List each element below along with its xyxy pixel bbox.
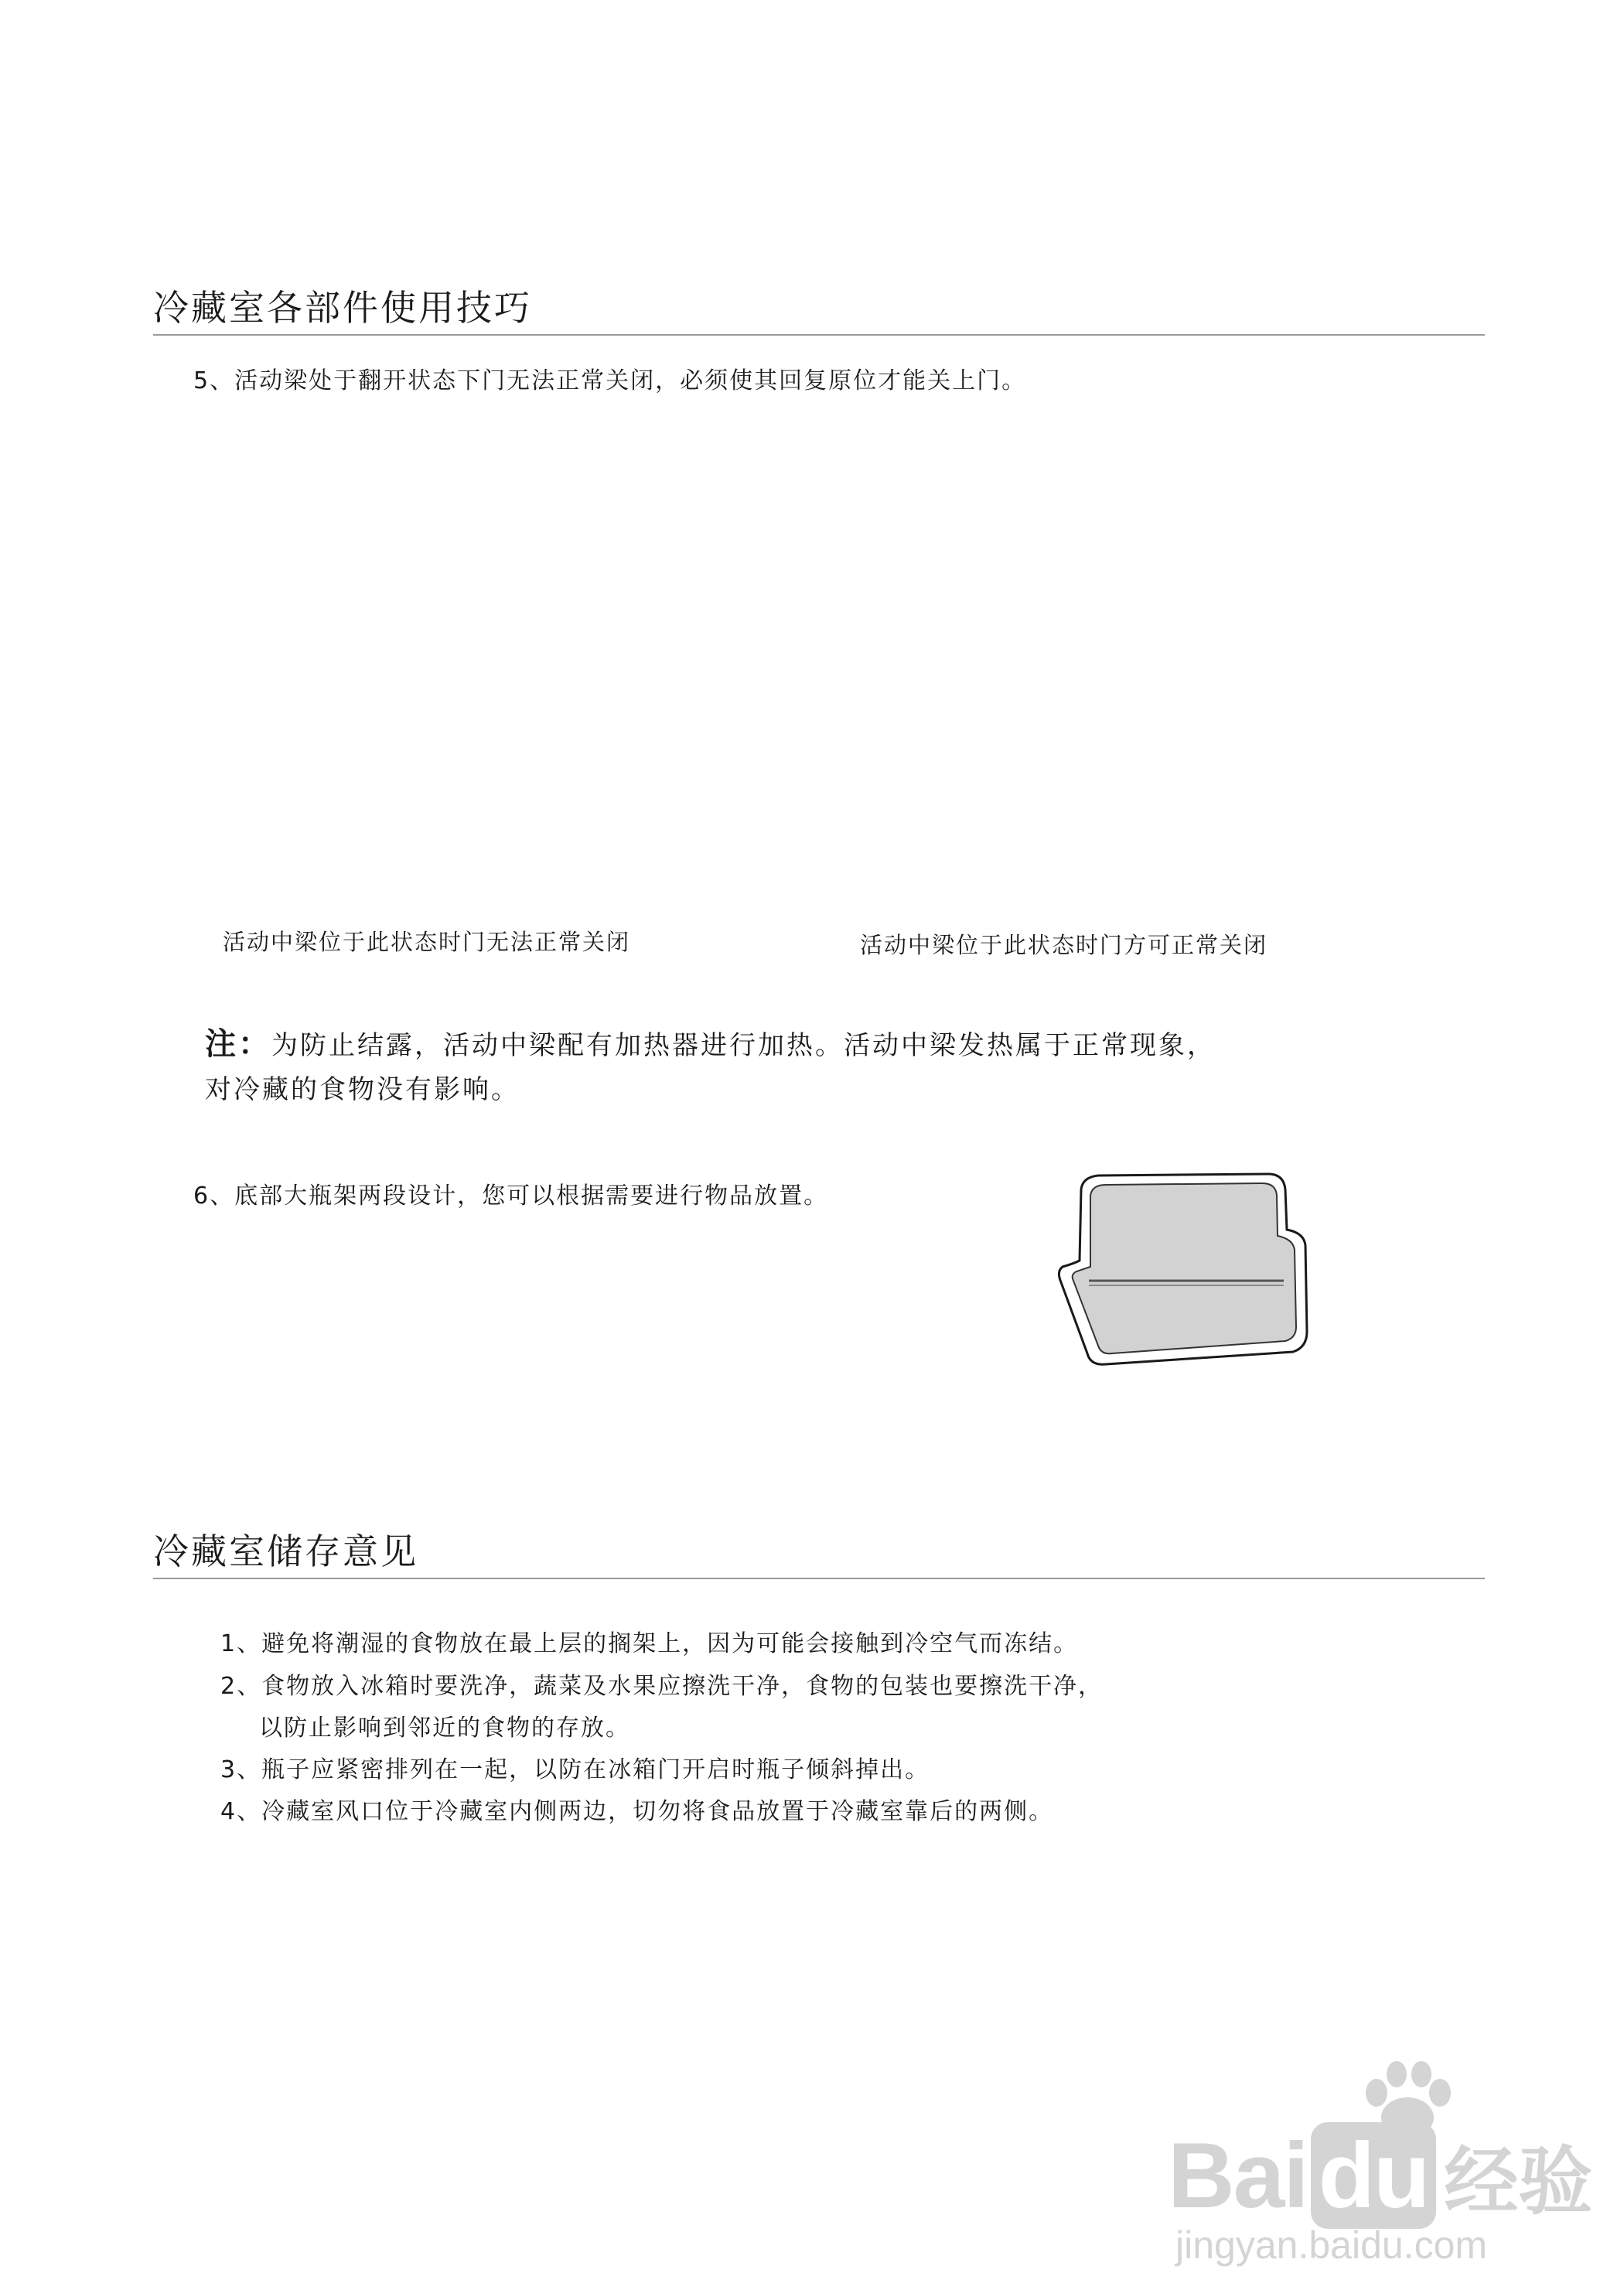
watermark-brand-du: du bbox=[1311, 2122, 1437, 2229]
section-title-storage-advice: 冷藏室储存意见 bbox=[153, 1531, 418, 1572]
section-title-usage-tips: 冷藏室各部件使用技巧 bbox=[153, 287, 532, 329]
storage-item-1: 1、避免将潮湿的食物放在最上层的搁架上，因为可能会接触到冷空气而冻结。 bbox=[220, 1630, 1079, 1657]
note-text-2: 对冷藏的食物没有影响。 bbox=[205, 1074, 520, 1105]
shelf-interior bbox=[1073, 1183, 1296, 1353]
caption-right: 活动中梁位于此状态时门方可正常关闭 bbox=[860, 932, 1268, 958]
watermark-brand: Bai bbox=[1168, 2124, 1308, 2227]
watermark-logo bbox=[1168, 2122, 1592, 2229]
note-line-1 bbox=[205, 1019, 1216, 1069]
note-label: 注： bbox=[205, 1026, 271, 1062]
caption-left: 活动中梁位于此状态时门无法正常关闭 bbox=[223, 929, 631, 955]
watermark-url: jingyan.baidu.com bbox=[1175, 2223, 1488, 2267]
storage-item-2: 2、食物放入冰箱时要洗净，蔬菜及水果应擦洗干净，食物的包装也要擦洗干净， bbox=[220, 1673, 1104, 1700]
instruction-item-6: 6、底部大瓶架两段设计，您可以根据需要进行物品放置。 bbox=[193, 1182, 829, 1210]
note-text-1: 为防止结露，活动中梁配有加热器进行加热。活动中梁发热属于正常现象， bbox=[271, 1030, 1216, 1061]
bottle-shelf-illustration bbox=[1052, 1168, 1322, 1377]
watermark-cn: 经验 bbox=[1444, 2138, 1593, 2225]
section-divider bbox=[153, 334, 1485, 336]
storage-item-2-cont: 以防止影响到邻近的食物的存放。 bbox=[259, 1715, 630, 1742]
instruction-item-5: 5、活动梁处于翻开状态下门无法正常关闭，必须使其回复原位才能关上门。 bbox=[193, 367, 1027, 394]
section-divider-2 bbox=[153, 1578, 1485, 1579]
storage-item-3: 3、瓶子应紧密排列在一起，以防在冰箱门开启时瓶子倾斜掉出。 bbox=[220, 1756, 930, 1783]
watermark bbox=[1168, 2057, 1593, 2267]
note-block bbox=[205, 1019, 1216, 1111]
storage-item-4: 4、冷藏室风口位于冷藏室内侧两边，切勿将食品放置于冷藏室靠后的两侧。 bbox=[220, 1798, 1054, 1825]
